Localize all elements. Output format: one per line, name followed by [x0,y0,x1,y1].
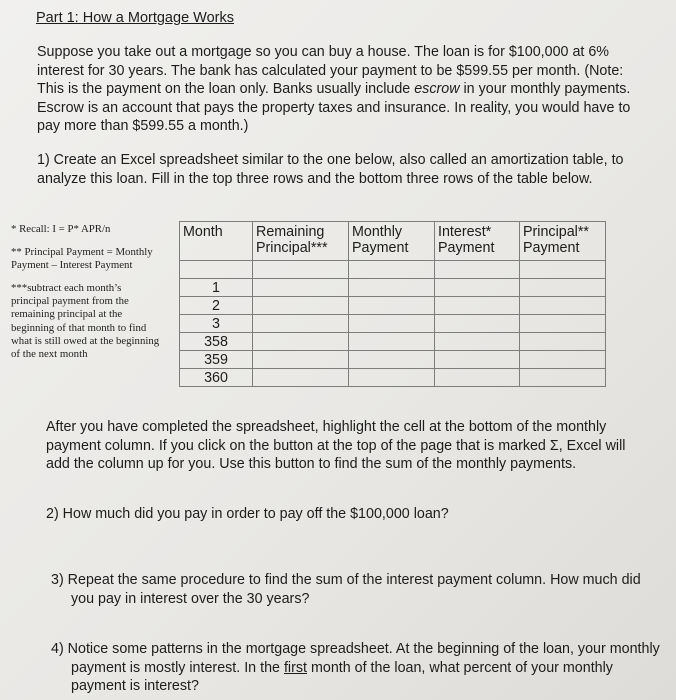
question-1: 1) Create an Excel spreadsheet similar to the one below, also called an amortization table, to analyze this loan. Fill in the top three rows and the bottom three rows of the table below. [37,152,624,187]
table-row [180,315,606,333]
table-row [180,369,606,387]
month-cell: 359 [180,351,253,369]
table-row [180,261,606,279]
month-cell: 3 [180,315,253,333]
table-cell [349,315,435,333]
table-cell [349,261,435,279]
amortization-table [179,221,606,387]
table-cell [520,333,606,351]
table-cell [253,297,349,315]
question-2: 2) How much did you pay in order to pay off the $100,000 loan? [46,506,449,522]
table-cell [253,369,349,387]
table-cell [435,297,520,315]
table-cell [349,369,435,387]
month-cell: 2 [180,297,253,315]
table-cell [253,279,349,297]
month-cell [180,261,253,279]
table-header-row [180,222,606,261]
month-cell: 1 [180,279,253,297]
table-cell [435,261,520,279]
question-3: 3) Repeat the same procedure to find the sum of the interest payment column. How much did you pay in interest over the 30 years? [51,572,641,607]
table-cell [253,351,349,369]
table-cell [435,279,520,297]
table-cell [435,333,520,351]
question-4-text-1: 4) Notice some patterns in the mortgage spreadsheet. At the beginning of the loan, your monthly payment is mostly interest. In the [51,641,660,676]
table-cell [435,351,520,369]
header-month: Month [180,222,253,261]
question-4-first-emphasis: first [283,659,307,676]
header-principal-payment: Principal** Payment [520,222,606,261]
table-cell [520,351,606,369]
header-monthly-payment: Monthly Payment [349,222,435,261]
table-row [180,333,606,351]
table-cell [520,279,606,297]
after-instructions: After you have completed the spreadsheet, highlight the cell at the bottom of the monthly payment column. If you click on the button at the top of the page that is marked Σ, Excel will add the column up for you. Use this button to find the sum of the monthly payments. [46,419,626,472]
table-cell [435,315,520,333]
table-cell [520,261,606,279]
table-cell [435,369,520,387]
intro-escrow-emphasis: escrow [414,81,460,97]
table-cell [349,279,435,297]
table-cell [520,315,606,333]
note-recall: * Recall: I = P* APR/n [11,223,111,235]
month-cell: 360 [180,369,253,387]
page-title: Part 1: How a Mortgage Works [36,10,234,26]
question-4-text-2: month of the loan, what percent of your monthly payment is interest? [71,659,613,694]
table-row [180,279,606,297]
header-interest-payment: Interest* Payment [435,222,520,261]
intro-paragraph [37,43,647,136]
question-4 [51,640,661,696]
table-cell [520,369,606,387]
intro-text-2: in your monthly payments. Escrow is an account that pays the property taxes and insurance. In reality, you would have to pay more than $599.55 a month.) [37,81,631,134]
header-remaining-principal: Remaining Principal*** [253,222,349,261]
table-cell [349,351,435,369]
table-cell [520,297,606,315]
table-row [180,351,606,369]
table-cell [253,315,349,333]
formula-notes [11,223,161,371]
table-row [180,297,606,315]
intro-text-1: Suppose you take out a mortgage so you can buy a house. The loan is for $100,000 at 6% interest for 30 years. The bank has calculated your payment to be $599.55 per month. (Note: This is the payment on the loan only. Banks usually include [37,44,624,97]
table-cell [349,333,435,351]
table-cell [253,333,349,351]
note-subtract: ***subtract each month’s principal payment from the remaining principal at the beginning of that month to find what is still owed at the beginning of the next month [11,282,160,360]
table-cell [349,297,435,315]
table-cell [253,261,349,279]
note-principal-payment: ** Principal Payment = Monthly Payment – Interest Payment [11,246,153,272]
month-cell: 358 [180,333,253,351]
